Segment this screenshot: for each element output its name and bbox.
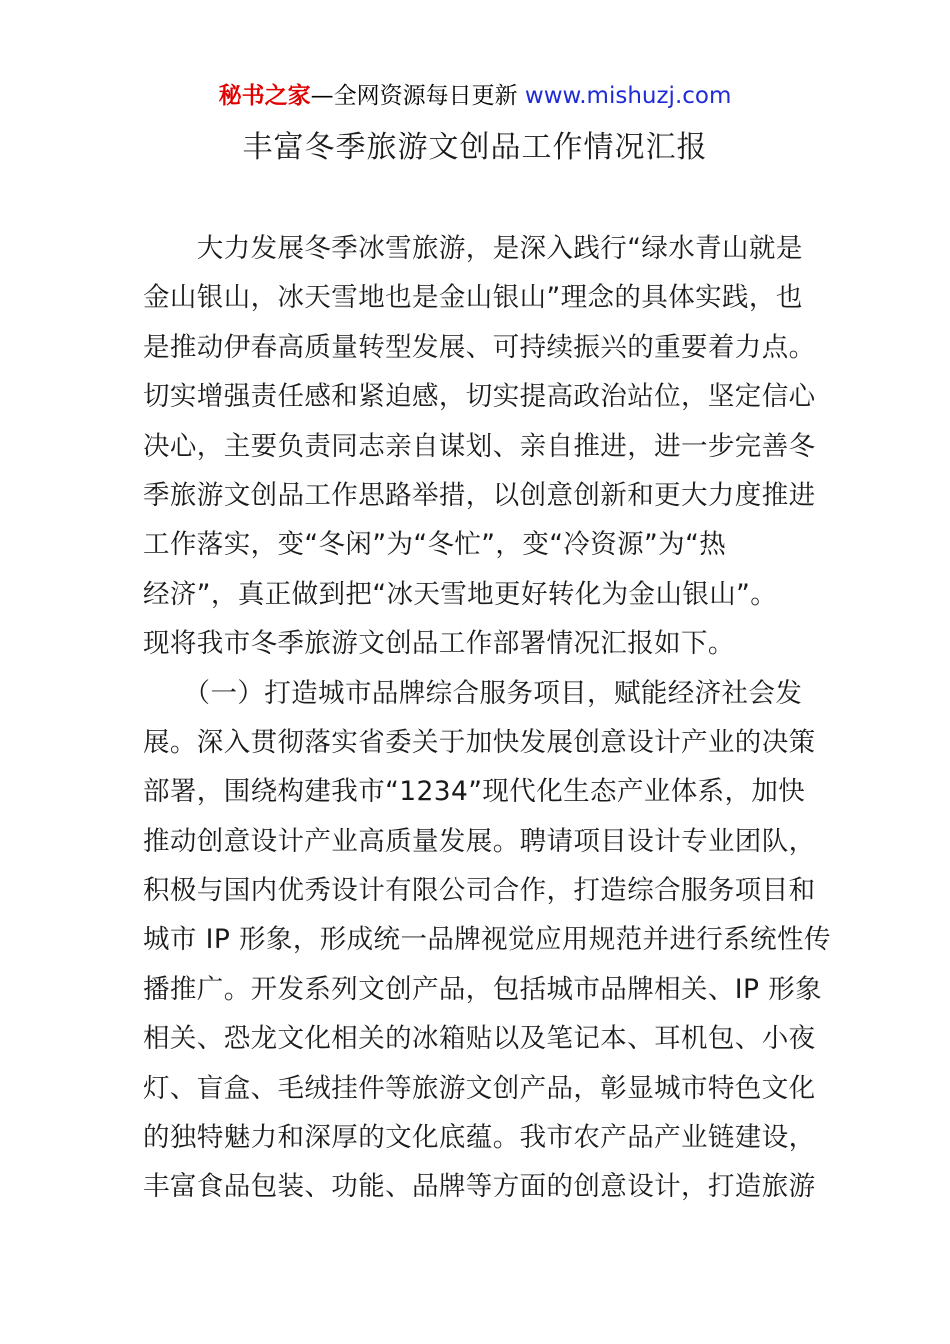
- body-line: 部署，围绕构建我市“1234”现代化生态产业体系，加快: [143, 776, 806, 808]
- body-line: 经济”，真正做到把“冰天雪地更好转化为金山银山”。: [143, 578, 778, 610]
- body-line: 是推动伊春高质量转型发展、可持续振兴的重要着力点。: [143, 331, 816, 363]
- body-line: 切实增强责任感和紧迫感，切实提高政治站位，坚定信心: [143, 381, 816, 413]
- site-header: [0, 80, 950, 112]
- body-line: 决心，主要负责同志亲自谋划、亲自推进，进一步完善冬: [143, 430, 816, 462]
- body-line: 城市 IP 形象，形成统一品牌视觉应用规范并进行系统性传: [143, 924, 831, 956]
- site-url[interactable]: www.mishuzj.com: [517, 83, 732, 109]
- body-line: 灯、盲盒、毛绒挂件等旅游文创产品，彰显城市特色文化: [143, 1072, 816, 1104]
- body-line: 季旅游文创品工作思路举措，以创意创新和更大力度推进: [143, 479, 816, 511]
- body-line: 丰富食品包装、功能、品牌等方面的创意设计，打造旅游: [143, 1171, 816, 1203]
- body-line: 推动创意设计产业高质量发展。聘请项目设计专业团队，: [143, 825, 816, 857]
- body-line: （一）打造城市品牌综合服务项目，赋能经济社会发: [143, 677, 803, 709]
- brand-name: 秘书之家: [218, 83, 311, 109]
- body-line: 金山银山，冰天雪地也是金山银山”理念的具体实践，也: [143, 282, 803, 314]
- document-title: 丰富冬季旅游文创品工作情况汇报: [242, 130, 708, 165]
- body-line: 工作落实，变“冬闲”为“冬忙”，变“冷资源”为“热: [143, 529, 727, 561]
- header-tagline: —全网资源每日更新: [310, 83, 518, 109]
- body-line: 播推广。开发系列文创产品，包括城市品牌相关、IP 形象: [143, 973, 823, 1005]
- body-line: 展。深入贯彻落实省委关于加快发展创意设计产业的决策: [143, 726, 816, 758]
- body-line: 的独特魅力和深厚的文化底蕴。我市农产品产业链建设，: [143, 1122, 816, 1154]
- body-line: 积极与国内优秀设计有限公司合作，打造综合服务项目和: [143, 875, 816, 907]
- body-line: 相关、恐龙文化相关的冰箱贴以及笔记本、耳机包、小夜: [143, 1023, 816, 1055]
- body-line: 大力发展冬季冰雪旅游，是深入践行“绿水青山就是: [143, 233, 803, 264]
- body-line: 现将我市冬季旅游文创品工作部署情况汇报如下。: [143, 628, 735, 660]
- document-body: [143, 224, 831, 1212]
